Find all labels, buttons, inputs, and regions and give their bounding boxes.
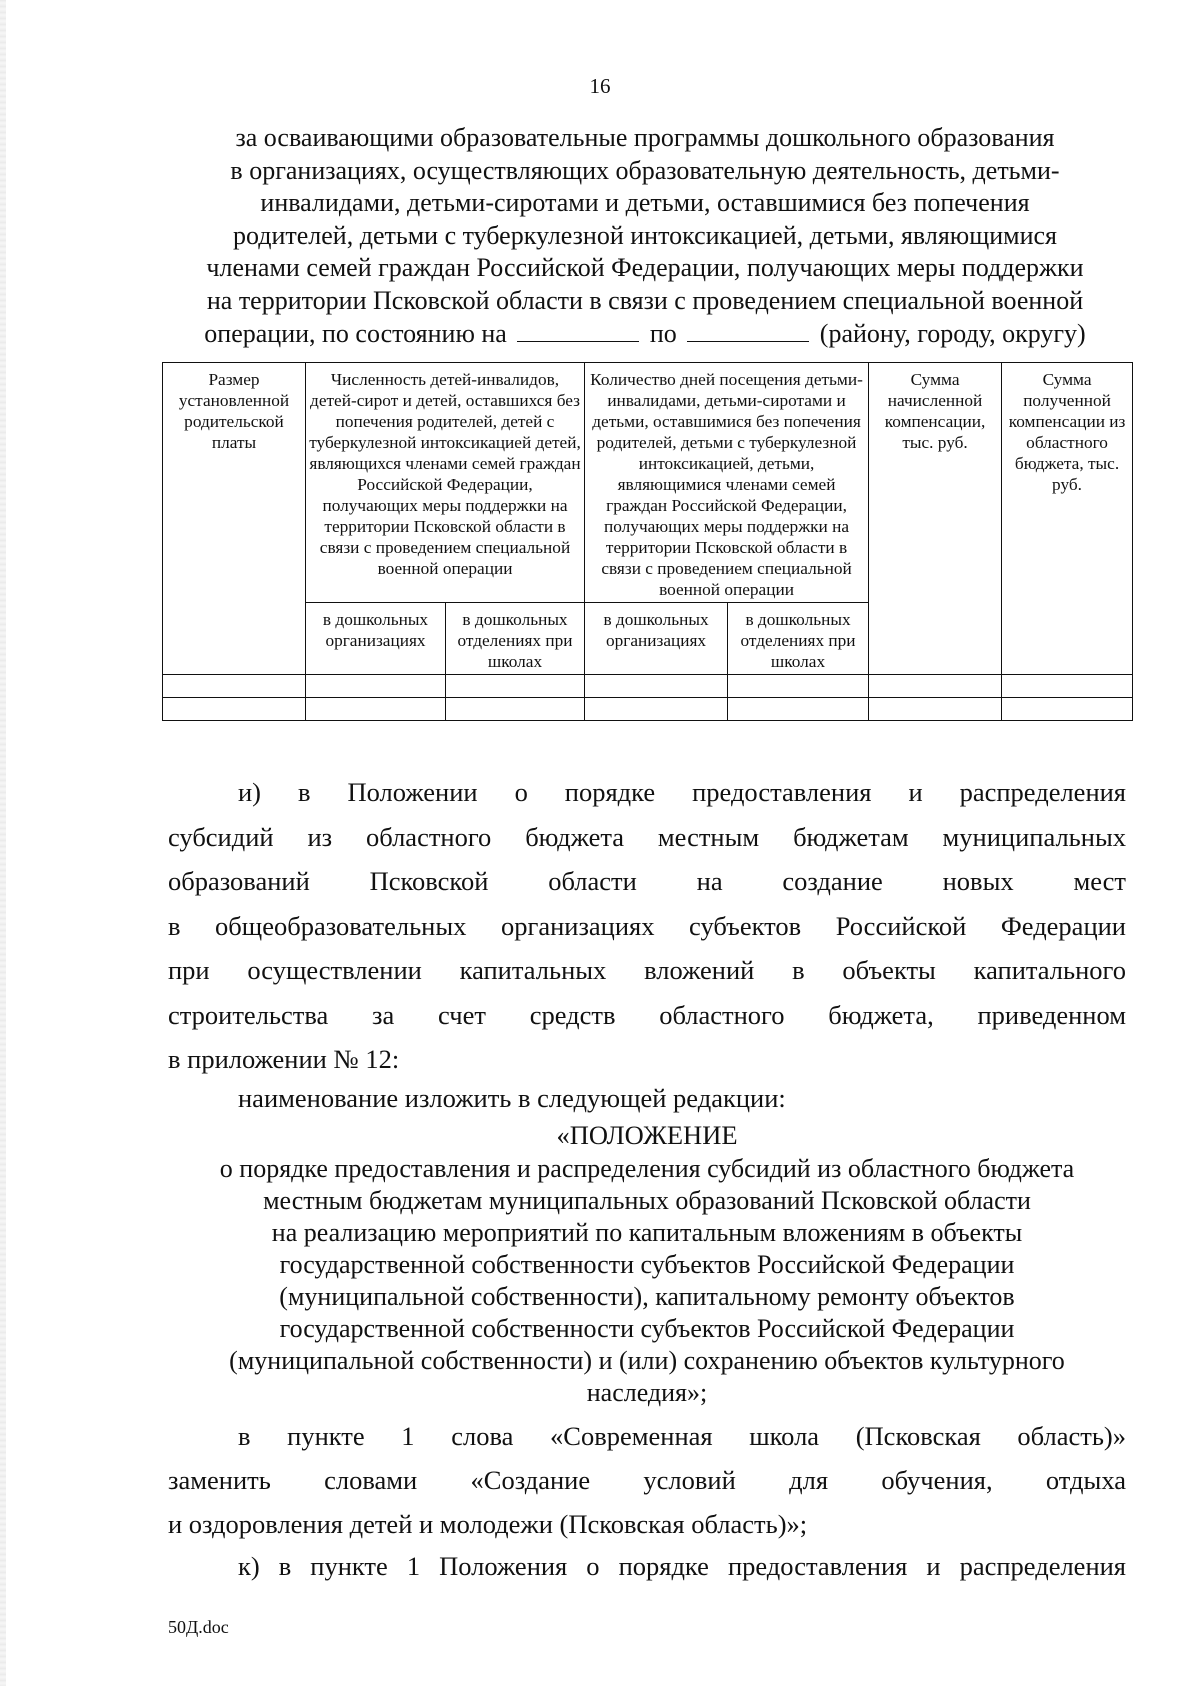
- header-cell-children-count: Численность детей-инвалидов, детей-сирот и детей, оставшихся без попечения родителей, детей с туберкулезной интоксикацией детей, являющихся членами семей граждан Российской Федерации, получающих меры поддержки на территории Псковской области в связи с проведением специальной военной операции: [306, 363, 585, 603]
- header-cell-accrued-sum: Сумма начисленной компенсации, тыс. руб.: [869, 363, 1002, 675]
- compensation-table: [162, 362, 1133, 721]
- table-cell: [728, 675, 869, 698]
- header-by-label: по: [649, 319, 677, 348]
- file-name-footer: 50Д.doc: [168, 1617, 229, 1637]
- table-row: [163, 698, 1133, 721]
- paragraph-k: [168, 1544, 1126, 1588]
- position-title-line: наследия»;: [586, 1378, 708, 1407]
- table-cell: [869, 675, 1002, 698]
- page-number: 16: [589, 74, 611, 98]
- paragraph-line: и оздоровления детей и молодежи (Псковская область)»;: [168, 1509, 808, 1539]
- header-cell-days-count: Количество дней посещения детьми-инвалидами, детьми-сиротами и детьми, оставшимися без попечения родителей, детьми с туберкулезной интоксикацией, детьми, являющимися членами семей граждан Российской Федерации, получающих меры поддержки на территории Псковской области в связи с проведением специальной военной операции: [585, 363, 869, 603]
- paragraph-line: к) в пункте 1 Положения о порядке предоставления и распределения: [238, 1551, 1126, 1581]
- table-row: [163, 675, 1133, 698]
- paragraph-point-1: [168, 1414, 1126, 1546]
- paragraph-line: при осуществлении капитальных вложений в объекты капитального: [168, 955, 1126, 985]
- position-title-line: о порядке предоставления и распределения субсидий из областного бюджета: [219, 1154, 1075, 1183]
- position-title-line: (муниципальной собственности) и (или) сохранению объектов культурного: [229, 1346, 1065, 1375]
- position-title-line: (муниципальной собственности), капитальному ремонту объектов: [279, 1282, 1015, 1311]
- table-cell: [306, 675, 446, 698]
- table-cell: [585, 698, 728, 721]
- header-line: на территории Псковской области в связи с проведением специальной военной: [206, 285, 1084, 315]
- paragraph-rename: наименование изложить в следующей редакции:: [238, 1083, 786, 1113]
- form-header: [150, 122, 1140, 351]
- position-title-line: местным бюджетам муниципальных образований Псковской области: [263, 1186, 1031, 1215]
- table-cell: [585, 675, 728, 698]
- position-title-line: на реализацию мероприятий по капитальным вложениям в объекты: [271, 1218, 1023, 1247]
- table-cell: [163, 698, 306, 721]
- table-cell: [306, 698, 446, 721]
- table-cell: [1002, 698, 1133, 721]
- header-line: за осваивающими образовательные программы дошкольного образования: [235, 123, 1055, 152]
- table-header-row: [163, 363, 1133, 603]
- paragraph-line: субсидий из областного бюджета местным бюджетам муниципальных: [168, 821, 1126, 852]
- paragraph-line: заменить словами «Создание условий для обучения, отдыха: [168, 1465, 1126, 1495]
- district-blank-field: [687, 317, 809, 342]
- header-line: родителей, детьми с туберкулезной интоксикацией, детьми, являющимися: [232, 220, 1058, 250]
- header-cell-fee: Размер установленной родительской платы: [163, 363, 306, 675]
- position-title: [168, 1119, 1126, 1409]
- header-last-line: [150, 317, 1140, 351]
- paragraph-line: образований Псковской области на создание новых мест: [168, 866, 1126, 896]
- header-line: членами семей граждан Российской Федерации, получающих меры поддержки: [206, 253, 1084, 282]
- header-line: в организациях, осуществляющих образовательную деятельность, детьми-: [230, 155, 1060, 185]
- position-title-line: государственной собственности субъектов Российской Федерации: [279, 1250, 1015, 1279]
- scan-edge-decoration: [0, 0, 6, 1686]
- subheader-cell-school: в дошкольных отделениях при школах: [728, 603, 869, 675]
- header-line: инвалидами, детьми-сиротами и детьми, оставшимися без попечения: [260, 188, 1030, 217]
- paragraph-line: строительства за счет средств областного бюджета, приведенном: [168, 999, 1126, 1030]
- table-cell: [446, 675, 585, 698]
- header-cell-received-sum: Сумма полученной компенсации из областного бюджета, тыс. руб.: [1002, 363, 1133, 675]
- header-district-label: (району, городу, округу): [819, 319, 1086, 348]
- paragraph-line: в общеобразовательных организациях субъектов Российской Федерации: [168, 910, 1126, 941]
- table-cell: [1002, 675, 1133, 698]
- paragraph-line: в приложении № 12:: [168, 1044, 400, 1074]
- table-cell: [728, 698, 869, 721]
- table-cell: [446, 698, 585, 721]
- subheader-cell-preschool: в дошкольных организациях: [585, 603, 728, 675]
- subheader-cell-preschool: в дошкольных организациях: [306, 603, 446, 675]
- paragraph-i: [168, 770, 1126, 1082]
- position-title-line: государственной собственности субъектов Российской Федерации: [279, 1314, 1015, 1343]
- paragraph-line: в пункте 1 слова «Современная школа (Псковская область)»: [238, 1421, 1126, 1451]
- table-cell: [869, 698, 1002, 721]
- table-cell: [163, 675, 306, 698]
- paragraph-line: и) в Положении о порядке предоставления и распределения: [238, 777, 1126, 807]
- header-date-label: операции, по состоянию на: [204, 319, 507, 348]
- position-heading: «ПОЛОЖЕНИЕ: [556, 1120, 738, 1150]
- date-blank-field: [517, 317, 639, 342]
- subheader-cell-school: в дошкольных отделениях при школах: [446, 603, 585, 675]
